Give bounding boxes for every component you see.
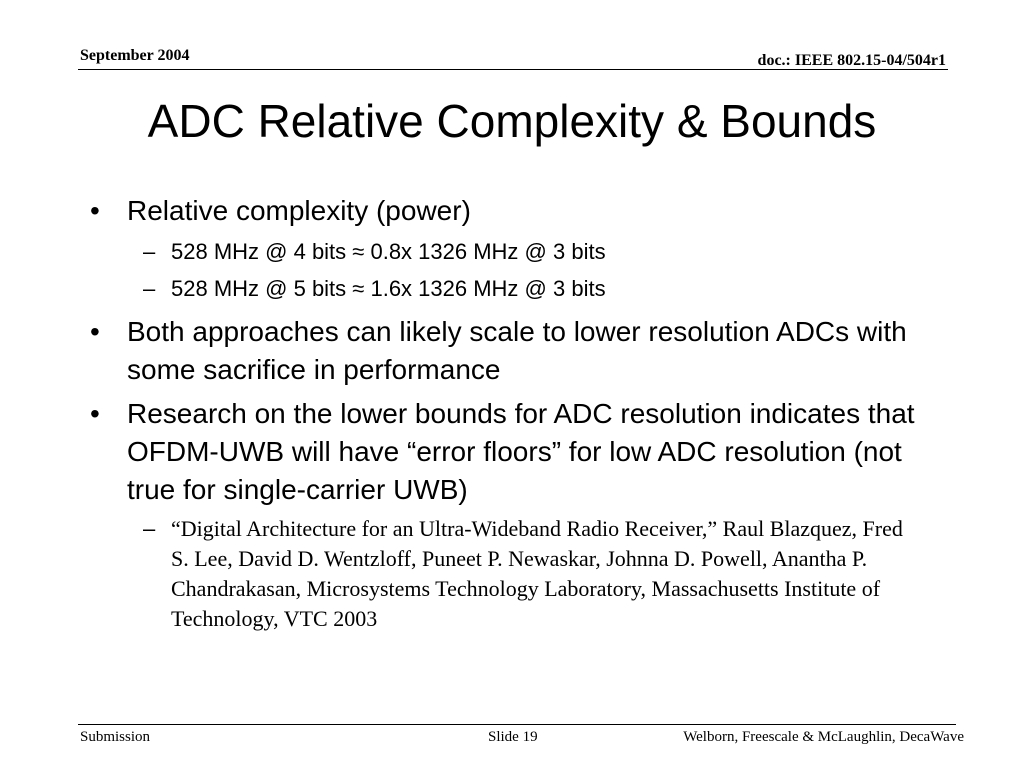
bullet-marker: • <box>90 316 100 347</box>
bullet-text: Both approaches can likely scale to lower resolution ADCs with some sacrifice in performance <box>127 316 907 385</box>
footer-divider <box>78 724 956 725</box>
dash-marker: – <box>143 239 156 264</box>
bullet-text: Research on the lower bounds for ADC resolution indicates that OFDM-UWB will have “error floors” for low ADC resolution (not true for single-carrier UWB) <box>127 398 915 505</box>
dash-marker: – <box>143 276 156 301</box>
bullet-marker: • <box>90 398 100 429</box>
footer-submission: Submission <box>80 729 151 745</box>
sub-bullet-text: 528 MHz @ 5 bits ≈ 1.6x 1326 MHz @ 3 bits <box>171 276 606 301</box>
sub-bullet-text: 528 MHz @ 4 bits ≈ 0.8x 1326 MHz @ 3 bits <box>171 239 606 264</box>
citation-text: “Digital Architecture for an Ultra-Wideband Radio Receiver,” Raul Blazquez, Fred S. Lee, David D. Wentzloff, Puneet P. Newaskar, Johnna D. Powell, Anantha P. Chandrakasan, Microsystems Technology Laboratory, Massachusetts Institute of Technology, VTC 2003 <box>171 516 903 631</box>
header-doc-id: doc.: IEEE 802.15-04/504r1 <box>757 52 946 69</box>
header-date: September 2004 <box>80 47 190 64</box>
bullet-text: Relative complexity (power) <box>127 195 471 226</box>
dash-marker: – <box>143 516 156 541</box>
footer-authors: Welborn, Freescale & McLaughlin, DecaWave <box>683 729 964 745</box>
footer-slide-number: Slide 19 <box>488 729 538 745</box>
bullet-marker: • <box>90 195 100 226</box>
slide-title: ADC Relative Complexity & Bounds <box>147 95 877 147</box>
